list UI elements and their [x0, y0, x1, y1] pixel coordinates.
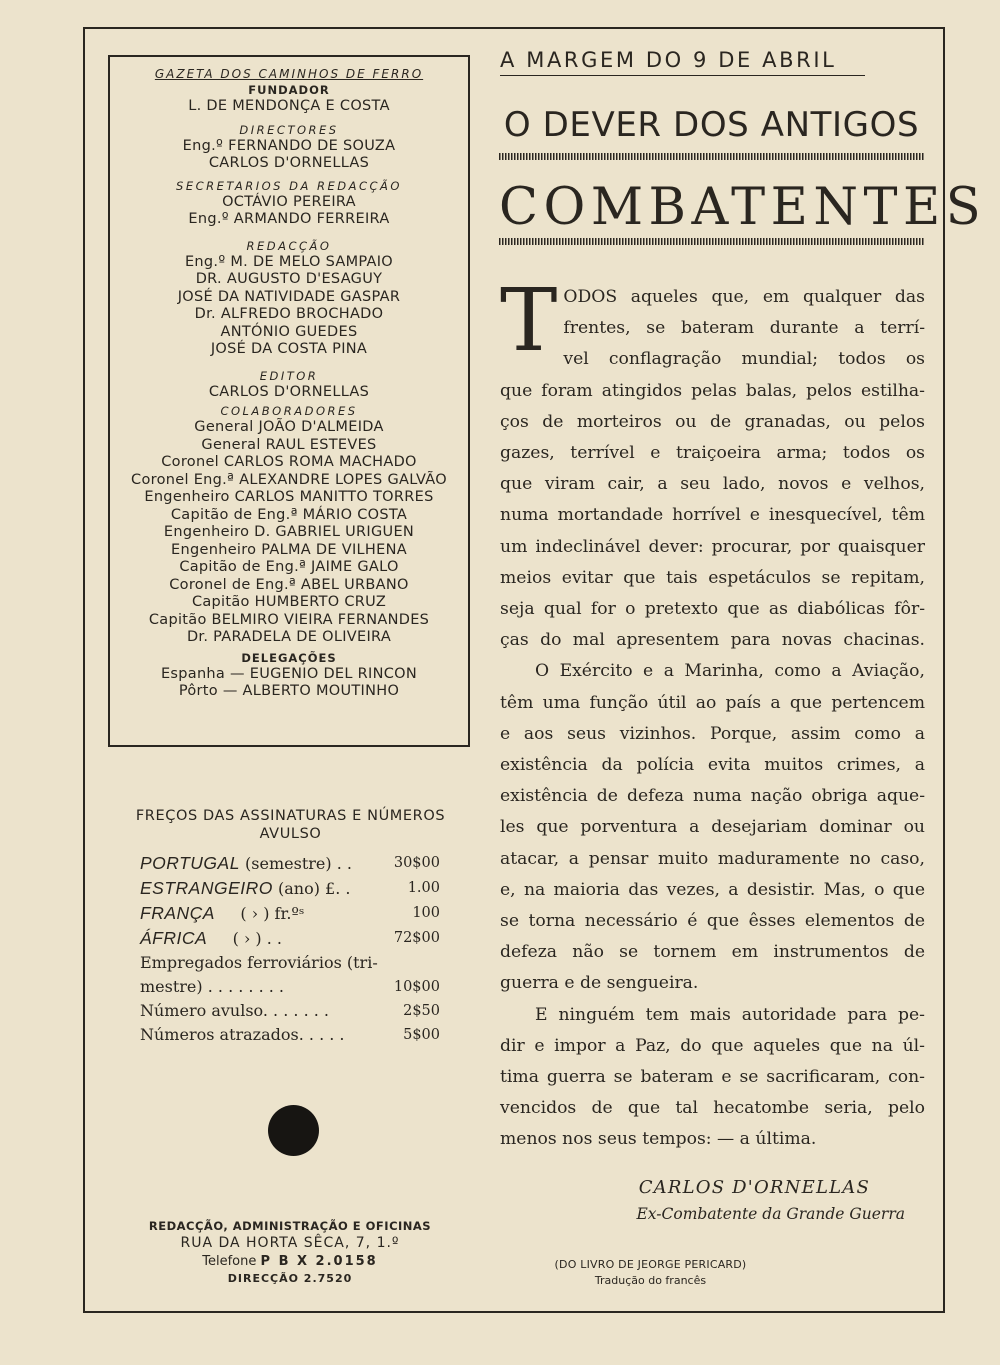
contributor-name: Capitão HUMBERTO CRUZ [191, 594, 387, 610]
editorial-label: REDACÇÃO [246, 238, 332, 253]
article-line: um indeclinável dever: procurar, por quaisquer [500, 536, 925, 557]
article-line: existência da polícia evita muitos crimes, a [500, 755, 925, 776]
prices-title: FREÇOS DAS ASSINATURAS E NÚMEROS AVULSO [135, 808, 446, 842]
price-row [140, 851, 440, 876]
price-value: 30$00 [393, 855, 440, 871]
article-body [500, 271, 925, 1156]
price-detail: ( › ) . . [207, 929, 283, 948]
employees-label: Empregados ferroviários (tri- [140, 953, 378, 972]
article-line: vel conflagração mundial; todos os [563, 349, 925, 370]
drop-cap: T [500, 271, 558, 371]
price-place: ÁFRICA [140, 928, 208, 948]
article-line: e aos seus vizinhos. Porque, assim como a [500, 723, 925, 744]
article-line: atacar, a pensar muito maduramente no caso, [500, 848, 925, 869]
editorial-member: DR. AUGUSTO D'ESAGUY [195, 271, 383, 287]
source-note [528, 1256, 773, 1289]
delegation: Pôrto — ALBERTO MOUTINHO [178, 683, 400, 699]
contributor-name: Capitão BELMIRO VIEIRA FERNANDES [148, 611, 430, 628]
price-detail: ( › ) fr.ºˢ [214, 904, 305, 923]
article-line: frentes, se bateram durante a terrí- [563, 318, 925, 339]
phone-number: P B X 2.0158 [260, 1254, 378, 1269]
price-value: 72$00 [393, 930, 440, 946]
contributor-name: Coronel de Eng.ª ABEL URBANO [169, 576, 409, 593]
address-street: RUA DA HORTA SÊCA, 7, 1.º [180, 1235, 400, 1251]
article-line: seja qual for o pretexto que as diabólicas fôr- [500, 599, 925, 620]
contributor-name: Engenheiro CARLOS MANITTO TORRES [144, 489, 434, 505]
article-line: defeza não se tornem em instrumentos de [500, 942, 925, 963]
article-line: les que porventura a desejariam dominar ou [500, 817, 925, 838]
delegations-label: DELEGAÇÕES [241, 650, 337, 665]
contributor-name: Capitão de Eng.ª MÁRIO COSTA [170, 506, 408, 523]
article-line: E ninguém tem mais autoridade para pe- [535, 1004, 925, 1025]
price-value: 10$00 [393, 979, 440, 995]
price-place: FRANÇA [140, 903, 215, 923]
headline-rule [499, 238, 925, 245]
editor-label: EDITOR [259, 368, 319, 383]
article-line: e, na maioria das vezes, a desistir. Mas, o que [500, 879, 925, 900]
article-line: que viram cair, a seu lado, novos e velhos, [500, 474, 925, 495]
editor-name: CARLOS D'ORNELLAS [208, 383, 370, 400]
price-row [140, 1023, 440, 1047]
price-row [140, 901, 440, 926]
article-kicker: A MARGEM DO 9 DE ABRIL [500, 48, 865, 76]
article-line: meios evitar que tais espetáculos se repitam, [500, 567, 925, 588]
article-line: gazes, terrível e traiçoeira arma; todos os [500, 443, 925, 464]
article-line: guerra e de sengueira. [500, 973, 699, 994]
editorial-member: JOSÉ DA NATIVIDADE GASPAR [177, 288, 401, 305]
article-line: que foram atingidos pelas balas, pelos estilha- [500, 380, 925, 401]
contributor-name: General JOÃO D'ALMEIDA [194, 419, 384, 435]
director-name: Eng.º FERNANDO DE SOUZA [182, 137, 396, 154]
source-book: (DO LIVRO DE JEORGE PERICARD) [554, 1258, 747, 1271]
masthead [108, 55, 470, 747]
price-detail: (semestre) . . [239, 854, 352, 873]
editorial-member: Dr. ALFREDO BROCHADO [194, 306, 384, 322]
editorial-member: JOSÉ DA COSTA PINA [210, 341, 368, 357]
contributors-label: COLABORADORES [220, 404, 358, 418]
editorial-member: Eng.º M. DE MELO SAMPAIO [184, 253, 394, 270]
delegation: Espanha — EUGENIO DEL RINCON [160, 665, 418, 682]
article-line: vencidos de que tal hecatombe seria, pelo [500, 1098, 925, 1119]
price-place: ESTRANGEIRO [140, 878, 273, 898]
ink-dot [268, 1105, 319, 1156]
secretaries-label: SECRETARIOS DA REDACÇÃO [176, 178, 402, 193]
price-row [140, 876, 440, 901]
article-headline-main: COMBATENTES [499, 178, 987, 237]
secretary-name: Eng.º ARMANDO FERREIRA [188, 211, 390, 227]
address-block [140, 1218, 440, 1287]
translation-note: Tradução do francês [594, 1274, 707, 1287]
author-role: Ex-Combatente da Grande Guerra [636, 1205, 905, 1223]
article-line: tima guerra se bateram e se sacrificaram, con- [500, 1067, 925, 1088]
contributor-name: Capitão de Eng.ª JAIME GALO [179, 559, 399, 575]
article-line: O Exército e a Marinha, como a Aviação, [535, 661, 925, 682]
founder-label: FUNDADOR [248, 83, 330, 97]
headline-rule [499, 153, 925, 160]
price-value: 100 [412, 905, 440, 921]
author-name: CARLOS D'ORNELLAS [638, 1177, 870, 1198]
back-issue-label: Números atrazados. . . . . [140, 1025, 345, 1044]
subscription-prices [118, 807, 463, 1047]
article-line: ços de morteiros ou de granadas, ou pelos [500, 411, 925, 432]
price-value: 5$00 [403, 1027, 440, 1043]
price-row [140, 999, 440, 1023]
founder-name: L. DE MENDONÇA E COSTA [188, 98, 390, 114]
price-value: 2$50 [403, 1003, 440, 1019]
contributor-name: Coronel Eng.ª ALEXANDRE LOPES GALVÃO [131, 471, 447, 488]
address-direction: DIRECÇÃO 2.7520 [227, 1272, 353, 1285]
article-line: existência de defeza numa nação obriga aque- [500, 786, 925, 807]
contributor-name: General RAUL ESTEVES [201, 436, 377, 453]
price-place: PORTUGAL [140, 853, 240, 873]
contributor-name: Dr. PARADELA DE OLIVEIRA [186, 629, 392, 645]
single-issue-label: Número avulso. . . . . . . [140, 1001, 329, 1020]
address-phone [140, 1253, 440, 1271]
price-row [140, 975, 440, 999]
contributor-name: Engenheiro D. GABRIEL URIGUEN [163, 524, 415, 540]
price-value: 1.00 [407, 880, 440, 896]
article-line: se torna necessário é que êsses elementos de [500, 911, 925, 932]
article-line: dir e impor a Paz, do que aqueles que na úl- [500, 1035, 925, 1056]
article-line: menos nos seus tempos: — a última. [500, 1129, 817, 1150]
article-line: numa mortandade horrível e inesquecível, têm [500, 505, 925, 526]
contributor-name: Coronel CARLOS ROMA MACHADO [161, 454, 417, 470]
contributor-name: Engenheiro PALMA DE VILHENA [171, 541, 407, 558]
price-row [140, 926, 440, 951]
signature-block [540, 1175, 930, 1227]
article-line: ODOS aqueles que, em qualquer das [563, 287, 925, 307]
price-detail: (ano) £. . [272, 879, 351, 898]
directors-label: DIRECTORES [239, 122, 339, 137]
gazette-title: GAZETA DOS CAMINHOS DE FERRO [154, 67, 424, 81]
address-offices: REDACÇÃO, ADMINISTRAÇÃO E OFICINAS [148, 1219, 432, 1233]
director-name: CARLOS D'ORNELLAS [208, 155, 370, 171]
article-headline-top: O DEVER DOS ANTIGOS [503, 105, 920, 145]
secretary-name: OCTÁVIO PEREIRA [222, 193, 356, 210]
employees-label-cont: mestre) . . . . . . . . [140, 977, 285, 996]
article-line: têm uma função útil ao país a que pertencem [500, 692, 925, 713]
phone-label: Telefone [202, 1254, 257, 1269]
article-line: ças do mal apresentem para novas chacinas. [500, 630, 925, 651]
editorial-member: ANTÓNIO GUEDES [220, 323, 358, 340]
